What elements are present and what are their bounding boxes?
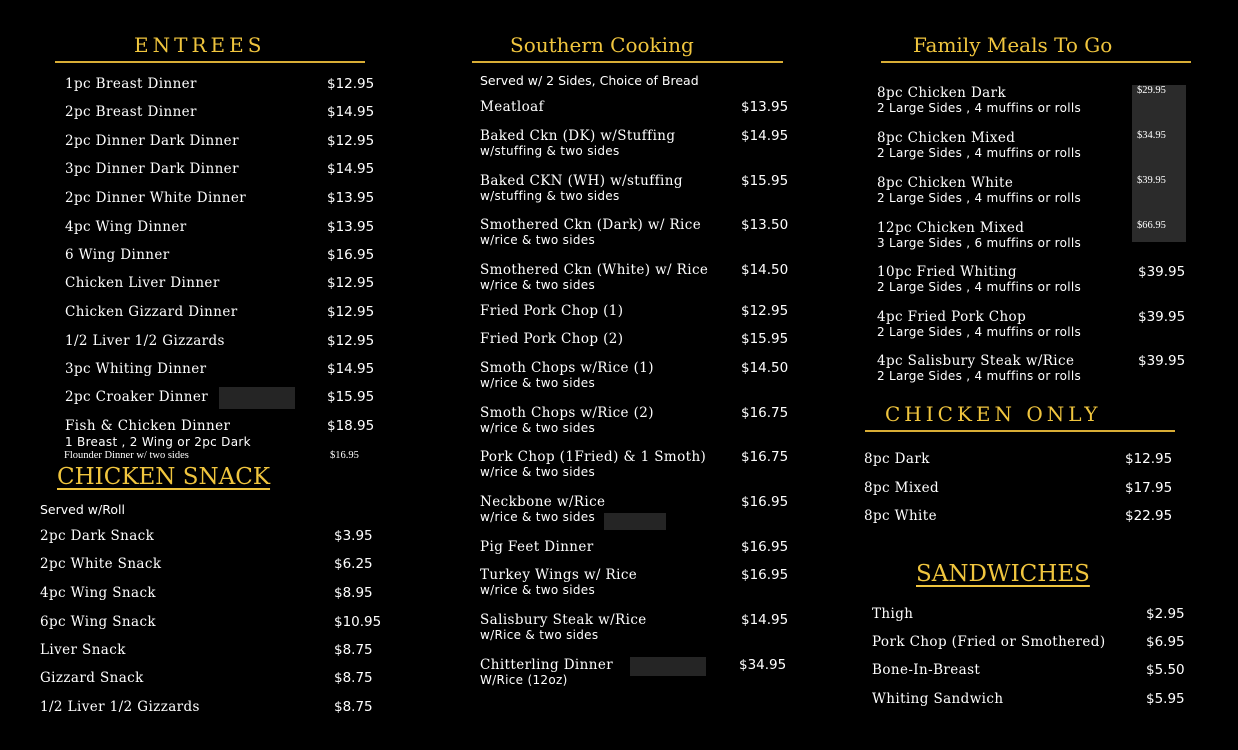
menu-item-price: $13.95: [327, 219, 375, 235]
menu-item-price: $8.75: [334, 642, 373, 658]
menu-item-name: Baked CKN (WH) w/stuffing: [480, 173, 683, 189]
menu-item-name: Gizzard Snack: [40, 670, 144, 686]
flounder-item: Flounder Dinner w/ two sides: [64, 450, 189, 461]
chicken-snack-title: CHICKEN SNACK: [57, 464, 271, 490]
menu-item-price: $6.25: [334, 556, 373, 572]
menu-item-price: $66.95: [1137, 220, 1166, 231]
menu-item-price: $16.95: [327, 247, 375, 263]
price-highlight-box: [1132, 85, 1186, 242]
menu-item-description: 2 Large Sides , 4 muffins or rolls: [877, 191, 1082, 205]
menu-item-price: $14.95: [741, 128, 789, 144]
menu-item-price: $34.95: [739, 657, 787, 673]
menu-item-description: w/rice & two sides: [480, 583, 596, 597]
menu-item-description: w/rice & two sides: [480, 421, 596, 435]
entrees-title: ENTREES: [134, 33, 266, 57]
menu-item-price: $29.95: [1137, 85, 1166, 96]
menu-item-price: $39.95: [1138, 309, 1186, 325]
menu-item-name: Bone-In-Breast: [872, 662, 981, 678]
menu-item-price: $14.95: [741, 612, 789, 628]
menu-item-price: $39.95: [1137, 175, 1166, 186]
chicken-only-rule: [865, 430, 1175, 432]
menu-item-name: Fried Pork Chop (2): [480, 331, 624, 347]
menu-item-name: Smoth Chops w/Rice (1): [480, 360, 654, 376]
menu-item-name: Thigh: [872, 606, 914, 622]
menu-item-description: 2 Large Sides , 4 muffins or rolls: [877, 325, 1082, 339]
menu-item-name: Chicken Gizzard Dinner: [65, 304, 238, 320]
menu-item-price: $13.50: [741, 217, 789, 233]
menu-item-name: Salisbury Steak w/Rice: [480, 612, 647, 628]
menu-item-name: 2pc Croaker Dinner: [65, 389, 209, 405]
menu-item-name: Smoth Chops w/Rice (2): [480, 405, 654, 421]
menu-item-price: $16.95: [741, 567, 789, 583]
menu-item-name: 12pc Chicken Mixed: [877, 220, 1025, 236]
menu-item-price: $10.95: [334, 614, 382, 630]
chicken-only-title: CHICKEN ONLY: [885, 402, 1102, 426]
menu-item-description: 2 Large Sides , 4 muffins or rolls: [877, 280, 1082, 294]
menu-item-price: $14.50: [741, 360, 789, 376]
menu-item-price: $39.95: [1138, 264, 1186, 280]
menu-item-price: $39.95: [1138, 353, 1186, 369]
menu-item-name: Pig Feet Dinner: [480, 539, 594, 555]
family-rule: [881, 61, 1191, 63]
redaction-box: [219, 387, 295, 409]
menu-item-name: 6 Wing Dinner: [65, 247, 170, 263]
menu-item-description: w/rice & two sides: [480, 510, 596, 524]
menu-item-name: Fish & Chicken Dinner: [65, 418, 231, 434]
menu-item-name: 4pc Fried Pork Chop: [877, 309, 1027, 325]
menu-item-price: $16.75: [741, 449, 789, 465]
menu-item-name: Pork Chop (1Fried) & 1 Smoth): [480, 449, 707, 465]
menu-item-name: Pork Chop (Fried or Smothered): [872, 634, 1106, 650]
menu-item-name: Whiting Sandwich: [872, 691, 1004, 707]
menu-item-price: $12.95: [741, 303, 789, 319]
menu-item-name: 1/2 Liver 1/2 Gizzards: [40, 699, 200, 715]
menu-item-price: $12.95: [327, 333, 375, 349]
menu-item-description: w/rice & two sides: [480, 376, 596, 390]
menu-item-description: w/rice & two sides: [480, 465, 596, 479]
menu-item-price: $13.95: [327, 190, 375, 206]
menu-item-name: 1pc Breast Dinner: [65, 76, 197, 92]
family-title: Family Meals To Go: [913, 33, 1113, 57]
menu-item-price: $16.95: [741, 539, 789, 555]
menu-item-price: $15.95: [741, 173, 789, 189]
menu-item-name: Chitterling Dinner: [480, 657, 614, 673]
menu-item-description: w/rice & two sides: [480, 233, 596, 247]
menu-item-name: 2pc Dinner Dark Dinner: [65, 133, 239, 149]
menu-item-price: $12.95: [1125, 451, 1173, 467]
menu-item-name: 2pc Dark Snack: [40, 528, 155, 544]
flounder-price: $16.95: [330, 450, 359, 461]
menu-item-name: 2pc Dinner White Dinner: [65, 190, 247, 206]
menu-item-name: 4pc Salisbury Steak w/Rice: [877, 353, 1075, 369]
menu-item-price: $16.75: [741, 405, 789, 421]
menu-item-name: 8pc Dark: [864, 451, 930, 467]
entrees-rule: [55, 61, 365, 63]
menu-item-price: $13.95: [741, 99, 789, 115]
menu-item-description: w/stuffing & two sides: [480, 189, 620, 203]
menu-item-name: Liver Snack: [40, 642, 126, 658]
redaction-box: [630, 657, 706, 676]
menu-item-description: w/stuffing & two sides: [480, 144, 620, 158]
menu-item-description: w/rice & two sides: [480, 278, 596, 292]
menu-item-price: $8.75: [334, 699, 373, 715]
menu-item-name: Smothered Ckn (White) w/ Rice: [480, 262, 709, 278]
menu-item-price: $14.50: [741, 262, 789, 278]
menu-item-name: Neckbone w/Rice: [480, 494, 606, 510]
menu-item-price: $5.50: [1146, 662, 1185, 678]
menu-item-price: $14.95: [327, 361, 375, 377]
southern-rule: [472, 61, 783, 63]
menu-item-price: $16.95: [741, 494, 789, 510]
menu-item-name: 8pc Chicken Mixed: [877, 130, 1016, 146]
menu-item-price: $5.95: [1146, 691, 1185, 707]
redaction-box: [604, 513, 666, 530]
menu-item-name: Smothered Ckn (Dark) w/ Rice: [480, 217, 702, 233]
chicken-snack-note: Served w/Roll: [40, 502, 125, 517]
menu-item-name: Meatloaf: [480, 99, 544, 115]
menu-item-price: $6.95: [1146, 634, 1185, 650]
menu-item-description: w/Rice & two sides: [480, 628, 599, 642]
menu-item-name: 1/2 Liver 1/2 Gizzards: [65, 333, 225, 349]
menu-item-price: $34.95: [1137, 130, 1166, 141]
menu-item-price: $12.95: [327, 133, 375, 149]
menu-item-name: 3pc Dinner Dark Dinner: [65, 161, 239, 177]
menu-item-price: $2.95: [1146, 606, 1185, 622]
menu-item-description: 2 Large Sides , 4 muffins or rolls: [877, 369, 1082, 383]
menu-item-description: 2 Large Sides , 4 muffins or rolls: [877, 101, 1082, 115]
southern-title: Southern Cooking: [510, 33, 694, 57]
menu-item-name: 4pc Wing Dinner: [65, 219, 187, 235]
menu-item-price: $18.95: [327, 418, 375, 434]
menu-item-name: 8pc White: [864, 508, 937, 524]
menu-item-name: 4pc Wing Snack: [40, 585, 156, 601]
menu-item-price: $15.95: [327, 389, 375, 405]
menu-item-name: 6pc Wing Snack: [40, 614, 156, 630]
menu-item-name: 8pc Mixed: [864, 480, 940, 496]
menu-item-price: $15.95: [741, 331, 789, 347]
fish-chicken-sub: 1 Breast , 2 Wing or 2pc Dark: [65, 435, 251, 449]
menu-item-price: $17.95: [1125, 480, 1173, 496]
menu-item-price: $14.95: [327, 104, 375, 120]
menu-item-price: $12.95: [327, 275, 375, 291]
menu-item-description: 2 Large Sides , 4 muffins or rolls: [877, 146, 1082, 160]
menu-item-name: 8pc Chicken Dark: [877, 85, 1007, 101]
southern-note: Served w/ 2 Sides, Choice of Bread: [480, 73, 699, 88]
menu-item-price: $8.95: [334, 585, 373, 601]
menu-item-name: Baked Ckn (DK) w/Stuffing: [480, 128, 676, 144]
menu-item-name: 2pc Breast Dinner: [65, 104, 197, 120]
menu-item-name: 8pc Chicken White: [877, 175, 1014, 191]
menu-item-price: $3.95: [334, 528, 373, 544]
menu-item-name: 2pc White Snack: [40, 556, 162, 572]
menu-item-price: $12.95: [327, 76, 375, 92]
menu-item-name: Chicken Liver Dinner: [65, 275, 220, 291]
sandwiches-title: SANDWICHES: [916, 561, 1090, 587]
menu-item-price: $22.95: [1125, 508, 1173, 524]
menu-item-price: $12.95: [327, 304, 375, 320]
menu-item-name: 3pc Whiting Dinner: [65, 361, 207, 377]
menu-item-price: $8.75: [334, 670, 373, 686]
menu-item-price: $14.95: [327, 161, 375, 177]
menu-item-name: 10pc Fried Whiting: [877, 264, 1017, 280]
menu-item-name: Turkey Wings w/ Rice: [480, 567, 638, 583]
menu-item-name: Fried Pork Chop (1): [480, 303, 624, 319]
menu-item-description: W/Rice (12oz): [480, 673, 568, 687]
menu-item-description: 3 Large Sides , 6 muffins or rolls: [877, 236, 1082, 250]
